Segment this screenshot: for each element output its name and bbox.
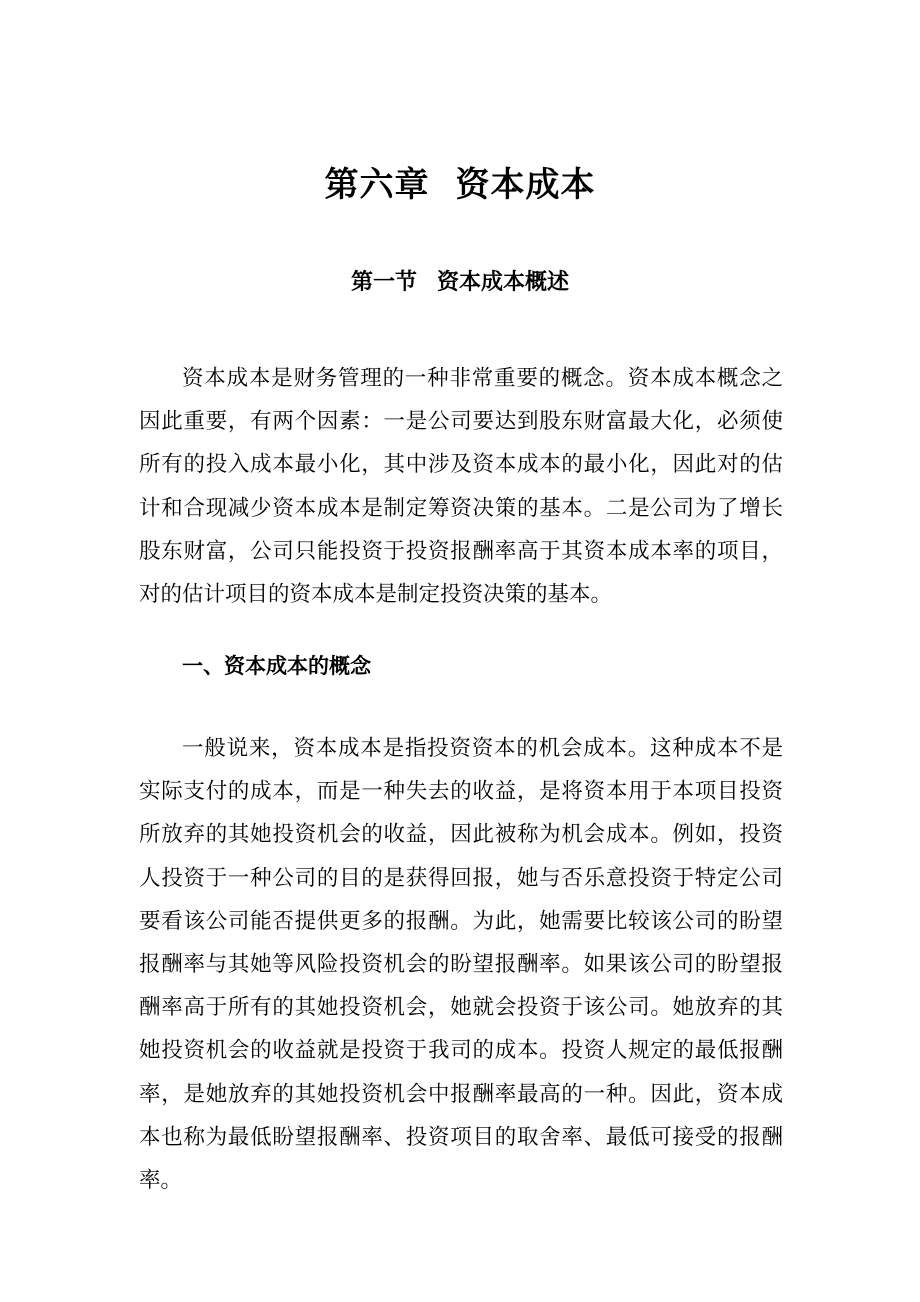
- chapter-label: 第六章: [324, 165, 430, 205]
- subheading-concept: 一、资本成本的概念: [182, 653, 371, 678]
- chapter-title: [0, 160, 920, 210]
- chapter-name: 资本成本: [455, 165, 596, 205]
- section-name: 资本成本概述: [437, 269, 570, 295]
- intro-paragraph: 资本成本是财务管理的一种非常重要的概念。资本成本概念之因此重要，有两个因素：一是公司要达到股东财富最大化，必须使所有的投入成本最小化，其中涉及资本成本的最小化，因此对的估计和合现减少资本成本是制定筹资决策的基本。二是公司为了增长股东财富，公司只能投资于投资报酬率高于其资本成本率的项目，对的估计项目的资本成本是制定投资决策的基本。: [139, 366, 783, 608]
- concept-paragraph: 一般说来，资本成本是指投资资本的机会成本。这种成本不是实际支付的成本，而是一种失去的收益，是将资本用于本项目投资所放弃的其她投资机会的收益，因此被称为机会成本。例如，投资人投资于一种公司的目的是获得回报，她与否乐意投资于特定公司要看该公司能否提供更多的报酬。为此，她需要比较该公司的盼望报酬率与其她等风险投资机会的盼望报酬率。如果该公司的盼望报酬率高于所有的其她投资机会，她就会投资于该公司。她放弃的其她投资机会的收益就是投资于我司的成本。投资人规定的最低报酬率，是她放弃的其她投资机会中报酬率最高的一种。因此，资本成本也称为最低盼望报酬率、投资项目的取舍率、最低可接受的报酬率。: [139, 736, 783, 1194]
- section-title: [0, 262, 920, 302]
- section-label: 第一节: [350, 269, 417, 295]
